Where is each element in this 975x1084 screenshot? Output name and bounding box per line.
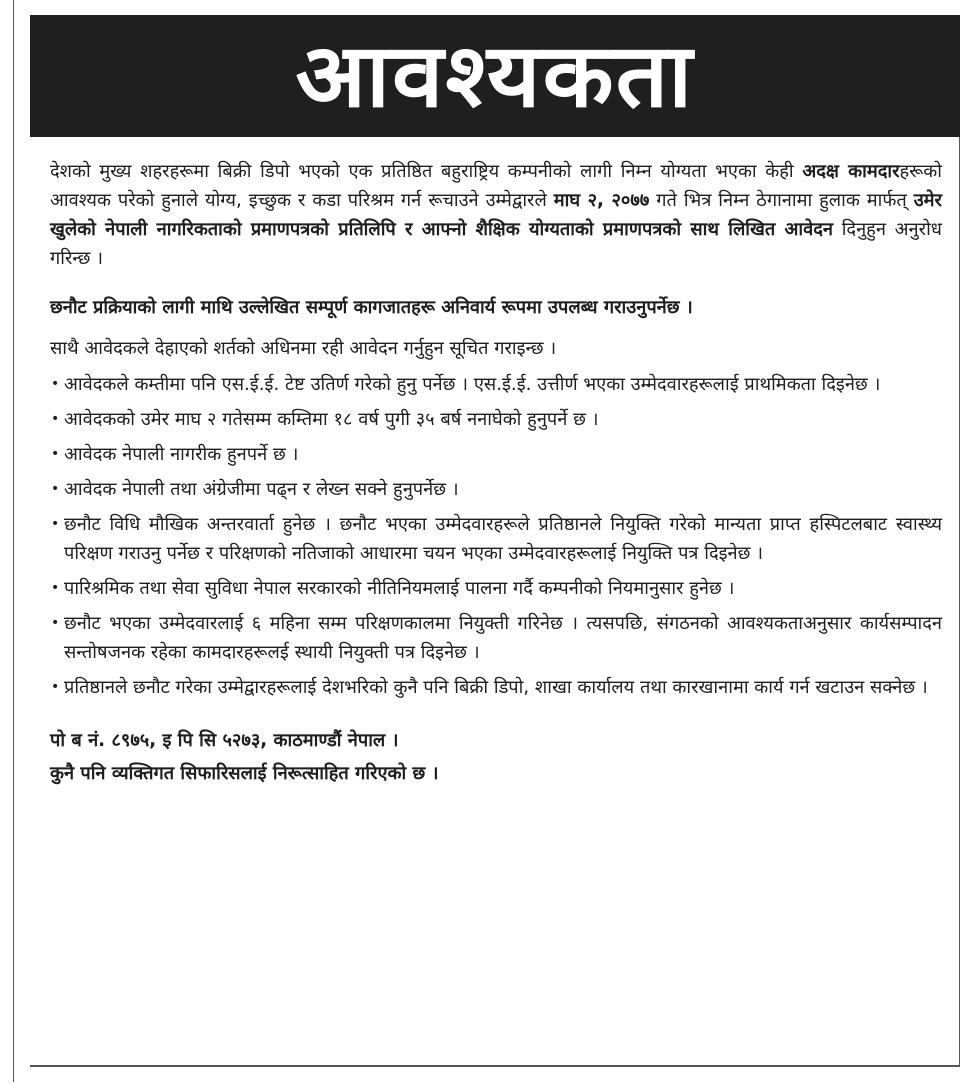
ad-body [50, 157, 942, 790]
intro-segment-bold-deadline: माघ २, २०७७ [553, 190, 650, 211]
condition-text: प्रतिष्ठानले छनौट गरेका उम्मेद्वारहरूलाई देशभरिको कुनै पनि बिक्री डिपो, शाखा कार्यालय तथा कारखानामा कार्य गर्न खटाउन सक्नेछ । [64, 677, 928, 698]
bullet-icon: • [51, 446, 60, 462]
condition-item [50, 440, 942, 469]
job-advertisement [30, 15, 960, 1067]
bullet-icon: • [51, 580, 60, 596]
bullet-icon: • [51, 516, 60, 532]
bullet-icon: • [51, 376, 60, 392]
condition-text: आवेदकको उमेर माघ २ गतेसम्म कम्तिमा १८ वर्ष पुगी ३५ बर्ष ननाघेको हुनुपर्ने छ । [64, 409, 599, 430]
bullet-icon: • [51, 481, 60, 497]
intro-segment: दिनुहुन अनुरोध गरिन्छ । [50, 219, 942, 269]
condition-item [50, 673, 942, 702]
condition-text: आवेदक नेपाली नागरीक हुनपर्ने छ । [64, 444, 299, 465]
conditions-list [50, 370, 942, 702]
intro-segment: देशको मुख्य शहरहरूमा बिक्री डिपो भएको एक प्रतिष्ठित बहुराष्ट्रिय कम्पनीको लागी निम्न योग्यता भएका केही [50, 161, 803, 182]
intro-segment: गते भित्र निम्न ठेगानामा हुलाक मार्फत् [649, 190, 914, 211]
condition-item [50, 370, 942, 399]
bullet-icon: • [51, 615, 60, 631]
ad-title: आवश्यकता [295, 24, 695, 127]
condition-text: आवेदकले कम्तीमा पनि एस.ई.ई. टेष्ट उतिर्ण गरेको हुनु पर्नेछ । एस.ई.ई. उत्तीर्ण भएका उम्मेदवारहरूलाई प्राथमिकता दिइनेछ । [64, 374, 881, 395]
intro-segment: हरूको आवश्यक परेको हुनाले योग्य, इच्छुक र कडा परिश्रम गर्न रूचाउने उम्मेद्वारले [50, 161, 942, 211]
condition-text: छनौट विधि मौखिक अन्तरवार्ता हुनेछ । छनौट भएका उम्मेदवारहरूले प्रतिष्ठानले नियुक्ति गरेको मान्यता प्राप्त हस्पिटलबाट स्वास्थ्य परिक्षण गराउनु पर्नेछ र परिक्षणको नतिजाको आधारमा चयन भएका उम्मेदवारहरूलाई नियुक्ति पत्र दिइनेछ । [64, 514, 942, 564]
condition-item [50, 475, 942, 504]
condition-item [50, 609, 942, 667]
intro-paragraph [50, 157, 942, 273]
condition-item [50, 405, 942, 434]
intro-segment-bold-documents: उमेर खुलेको नेपाली नागरिकताको प्रमाणपत्रको प्रतिलिपि र आफ्नो शैक्षिक योग्यताको प्रमाणपत्रको साथ लिखित आवेदन [50, 190, 942, 240]
recommendation-disclaimer: कुनै पनि व्यक्तिगत सिफारिसलाई निरूत्साहित गरिएको छ । [50, 763, 439, 784]
intro-segment-bold-unskilled-workers: अदक्ष कामदार [802, 161, 900, 182]
condition-text: पारिश्रमिक तथा सेवा सुविधा नेपाल सरकारको नीतिनियमलाई पालना गर्दै कम्पनीको नियमानुसार हुनेछ । [64, 578, 735, 599]
ad-header-banner [30, 15, 960, 137]
bullet-icon: • [51, 679, 60, 695]
condition-text: छनौट भएका उम्मेदवारलाई ६ महिना सम्म परिक्षणकालमा नियुक्ती गरिनेछ । त्यसपछि, संगठनको आवश्यकताअनुसार कार्यसम्पादन सन्तोषजनक रहेका कामदारहरूलई स्थायी नियुक्ती पत्र दिइनेछ । [64, 613, 942, 663]
documents-notice: छनौट प्रक्रियाको लागी माथि उल्लेखित सम्पूर्ण कागजातहरू अनिवार्य रूपमा उपलब्ध गराउनुपर्नेछ । [50, 297, 693, 318]
bullet-icon: • [51, 411, 60, 427]
condition-item [50, 574, 942, 603]
condition-text: आवेदक नेपाली तथा अंग्रेजीमा पढ्न र लेख्न सक्ने हुनुपर्नेछ । [64, 479, 459, 500]
condition-item [50, 510, 942, 568]
conditions-lead: साथै आवेदकले देहाएको शर्तको अधिनमा रही आवेदन गर्नुहुन सूचित गराइन्छ । [50, 338, 557, 359]
postal-address: पो ब नं. ८९७५, इ पि सि ५२७३, काठमाण्डौं नेपाल । [50, 730, 399, 751]
ad-footer [50, 724, 942, 790]
page-left-rule [13, 0, 14, 1082]
